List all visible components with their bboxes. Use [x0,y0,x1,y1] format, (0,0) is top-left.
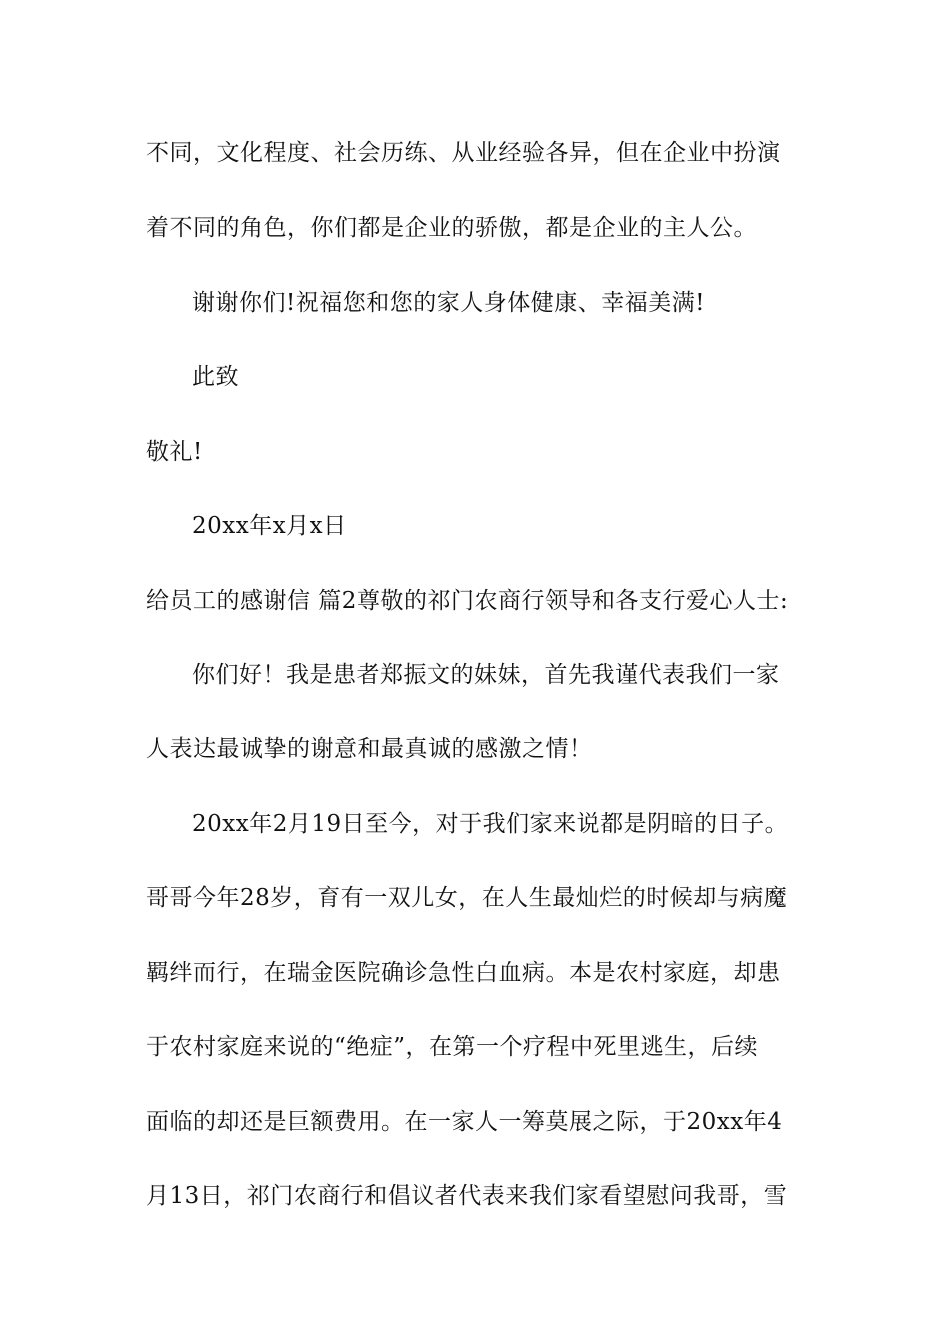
paragraph-line-12: 羁绊而行，在瑞金医院确诊急性白血病。本是农村家庭，却患 [146,960,781,986]
paragraph-line-10: 20xx年2月19日至今，对于我们家来说都是阴暗的日子。 [192,811,789,837]
paragraph-line-1: 不同，文化程度、社会历练、从业经验各异，但在企业中扮演 [146,140,781,166]
paragraph-line-13: 于农村家庭来说的“绝症”，在第一个疗程中死里逃生，后续 [146,1034,759,1060]
closing-respect: 敬礼! [146,439,203,465]
greeting-line: 你们好！我是患者郑振文的妹妹，首先我谨代表我们一家 [192,662,780,688]
letter-heading: 给员工的感谢信 篇2尊敬的祁门农商行领导和各支行爱心人士: [146,588,789,614]
paragraph-line-15: 月13日，祁门农商行和倡议者代表来我们家看望慰问我哥，雪 [146,1183,788,1209]
paragraph-line-9: 人表达最诚挚的谢意和最真诚的感激之情！ [146,736,593,762]
paragraph-line-14: 面临的却还是巨额费用。在一家人一筹莫展之际，于20xx年4 [146,1109,783,1135]
paragraph-line-11: 哥哥今年28岁，育有一双儿女，在人生最灿烂的时候却与病魔 [146,885,788,911]
paragraph-line-2: 着不同的角色，你们都是企业的骄傲，都是企业的主人公。 [146,215,757,241]
thanks-line: 谢谢你们!祝福您和您的家人身体健康、幸福美满! [192,290,705,316]
date-line: 20xx年x月x日 [192,513,347,539]
closing-salutation: 此致 [192,364,239,390]
